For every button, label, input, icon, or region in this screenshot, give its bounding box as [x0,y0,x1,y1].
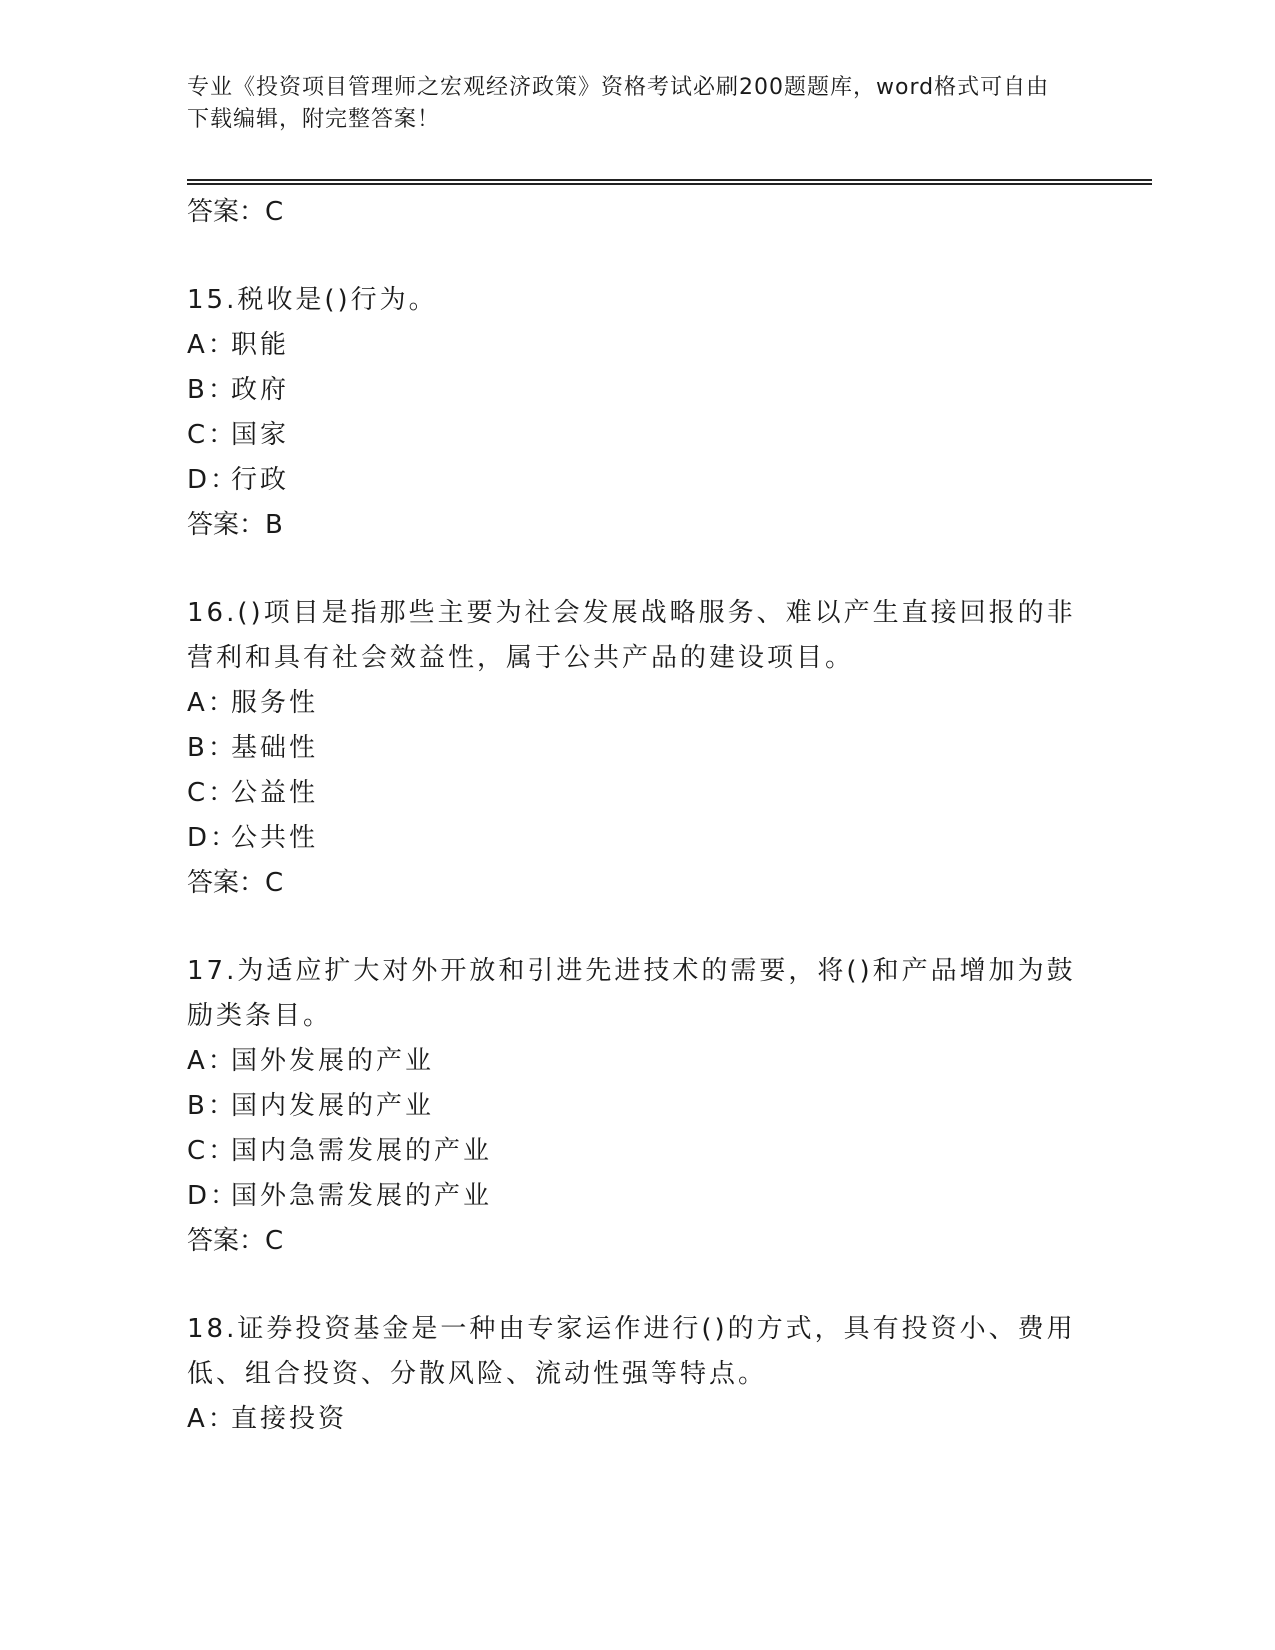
question-text: 18.证券投资基金是一种由专家运作进行()的方式，具有投资小、费用低、组合投资、分散风险、流动性强等特点。 [187,1314,1076,1389]
question-17 [187,949,1087,1263]
option-a [187,1039,1087,1084]
option-b [187,368,1087,413]
option-text: 国外发展的产业 [231,1046,435,1076]
option-letter: D： [187,823,240,853]
question-18 [187,1307,1087,1442]
option-text: 国内急需发展的产业 [231,1136,493,1166]
question-text: 16.()项目是指那些主要为社会发展战略服务、难以产生直接回报的非营利和具有社会效益性，属于公共产品的建设项目。 [187,598,1076,673]
option-c [187,771,1087,816]
option-text: 国内发展的产业 [231,1091,435,1121]
question-15 [187,278,1087,547]
option-a [187,323,1087,368]
option-b [187,726,1087,771]
option-a [187,681,1087,726]
option-letter: C： [187,778,238,808]
question-list [187,190,1087,1442]
answer: 答案：C [187,1226,284,1256]
option-text: 政府 [231,375,290,405]
option-letter: A： [187,330,237,360]
option-letter: A： [187,1404,237,1434]
option-text: 服务性 [231,688,319,718]
option-text: 公共性 [231,823,319,853]
header-divider-bottom [187,183,1152,185]
option-d [187,1174,1087,1219]
option-letter: A： [187,1046,237,1076]
option-letter: A： [187,688,237,718]
option-letter: B： [187,1091,237,1121]
option-text: 职能 [231,330,290,360]
option-letter: D： [187,1181,240,1211]
question-16 [187,591,1087,905]
option-text: 国外急需发展的产业 [231,1181,493,1211]
header-divider-top [187,179,1152,181]
option-d [187,458,1087,503]
option-text: 公益性 [231,778,319,808]
option-text: 国家 [231,420,290,450]
answer: 答案：B [187,510,283,540]
option-text: 直接投资 [231,1404,348,1434]
answer: 答案：C [187,868,284,898]
previous-answer: 答案：C [187,197,284,227]
option-d [187,816,1087,861]
option-c [187,413,1087,458]
question-text: 17.为适应扩大对外开放和引进先进技术的需要，将()和产品增加为鼓励类条目。 [187,956,1076,1031]
option-letter: C： [187,1136,238,1166]
option-text: 行政 [231,465,290,495]
option-letter: B： [187,733,237,763]
option-letter: D： [187,465,240,495]
document-header: 专业《投资项目管理师之宏观经济政策》资格考试必刷200题题库，word格式可自由下载编辑，附完整答案！ [187,75,1050,132]
option-letter: B： [187,375,237,405]
option-b [187,1084,1087,1129]
question-text: 15.税收是()行为。 [187,285,438,315]
option-c [187,1129,1087,1174]
option-letter: C： [187,420,238,450]
option-text: 基础性 [231,733,319,763]
option-a [187,1397,1087,1442]
